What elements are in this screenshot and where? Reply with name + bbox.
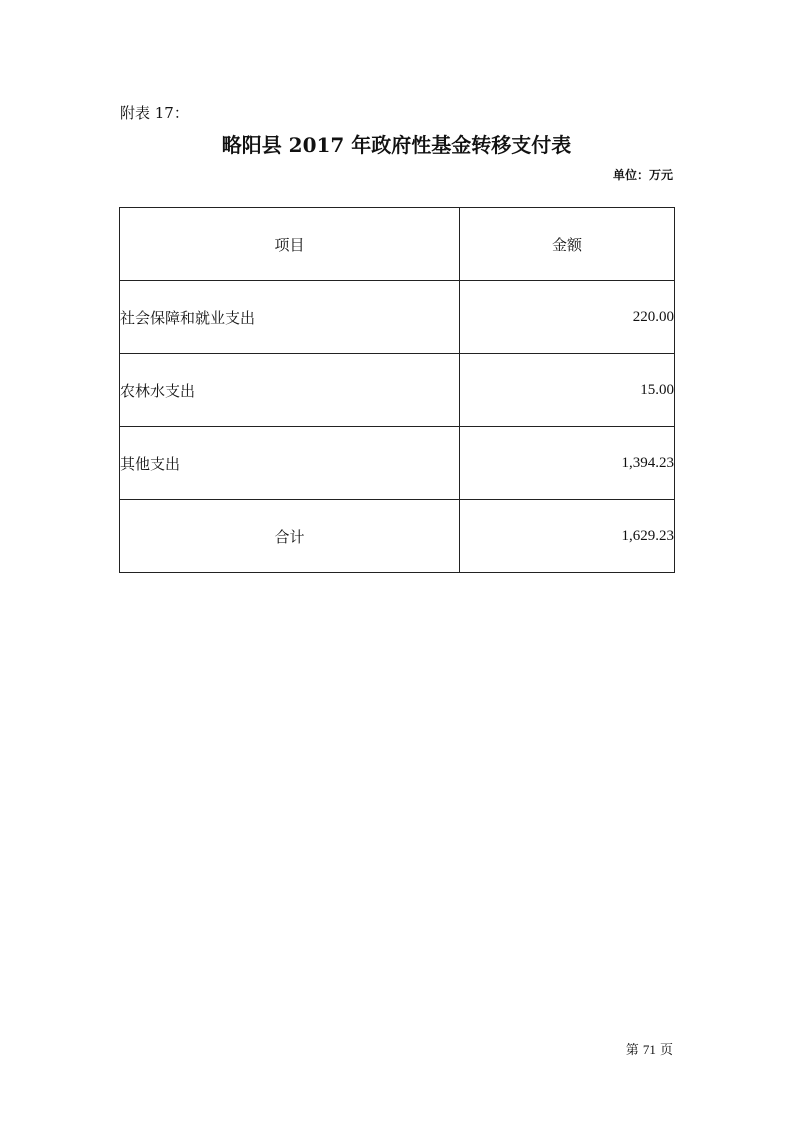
table-row [120, 427, 675, 500]
page-number: 71 [642, 1042, 656, 1057]
table-row [120, 354, 675, 427]
row-item-label: 农林水支出 [120, 354, 460, 427]
total-amount-value: 1,629.23 [460, 500, 675, 573]
fund-transfer-table [119, 207, 675, 573]
table-row [120, 281, 675, 354]
total-label: 合计 [120, 500, 460, 573]
header-amount: 金额 [460, 208, 675, 281]
row-amount-value: 1,394.23 [460, 427, 675, 500]
row-item-label: 其他支出 [120, 427, 460, 500]
table-total-row [120, 500, 675, 573]
document-title: 略阳县 2017 年政府性基金转移支付表 [221, 133, 572, 157]
header-item: 项目 [120, 208, 460, 281]
attachment-label: 附表 17： [120, 104, 189, 122]
page-prefix: 第 [625, 1043, 639, 1058]
page-suffix: 页 [659, 1043, 673, 1058]
unit-label: 单位：万元 [612, 168, 673, 182]
table-header-row [120, 208, 675, 281]
row-amount-value: 15.00 [460, 354, 675, 427]
row-amount-value: 220.00 [460, 281, 675, 354]
row-item-label: 社会保障和就业支出 [120, 281, 460, 354]
